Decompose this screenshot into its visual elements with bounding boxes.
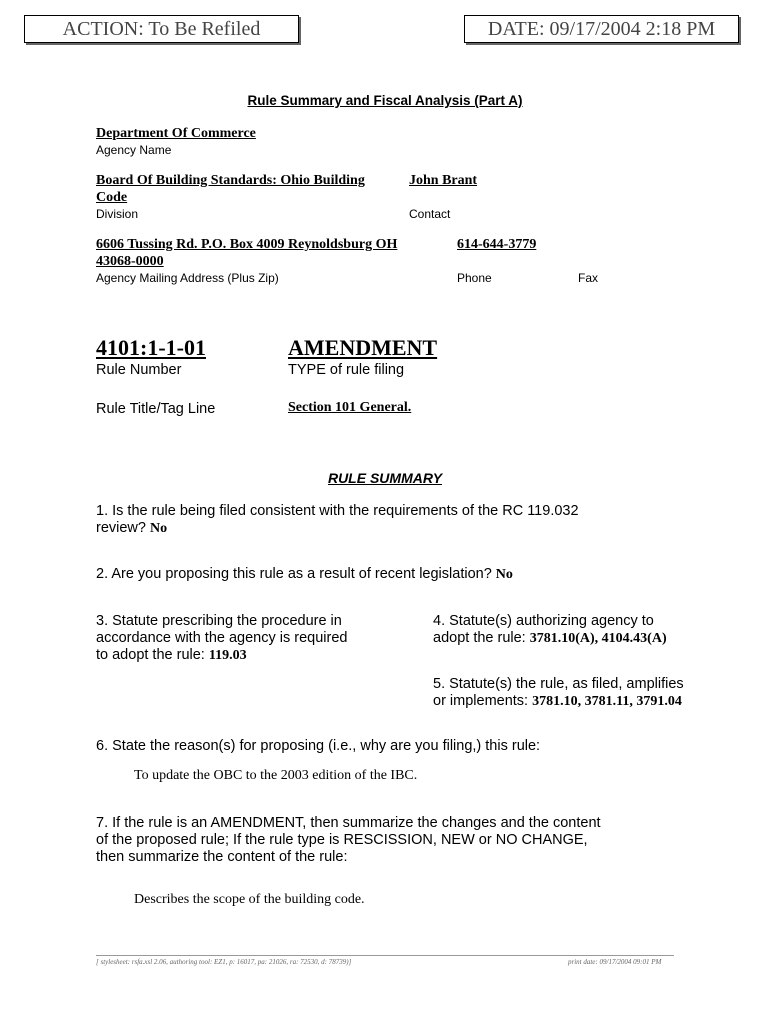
rule-title-label: Rule Title/Tag Line <box>96 401 216 417</box>
footer-divider <box>96 955 674 956</box>
question-2-text: 2. Are you proposing this rule as a result of recent legislation? <box>96 566 492 582</box>
rule-number-value: 4101:1-1-01 <box>96 335 206 360</box>
contact-label: Contact <box>409 207 451 221</box>
date-box <box>464 15 739 43</box>
question-7-answer: Describes the scope of the building code. <box>134 892 365 907</box>
question-2-answer: No <box>495 567 513 582</box>
question-2 <box>96 566 513 583</box>
question-1-line1: 1. Is the rule being filed consistent with the requirements of the RC 119.032 <box>96 503 579 519</box>
question-7 <box>96 815 601 866</box>
question-4-line1: 4. Statute(s) authorizing agency to <box>433 613 654 629</box>
filing-type-label: TYPE of rule filing <box>288 362 405 378</box>
rule-summary-heading: RULE SUMMARY <box>327 470 443 486</box>
address-label: Agency Mailing Address (Plus Zip) <box>96 271 279 285</box>
question-5-line1: 5. Statute(s) the rule, as filed, amplifies <box>433 676 684 692</box>
footer-left: [ stylesheet: rsfa.xsl 2.06, authoring tool: EZ1, p: 16017, pa: 21026, ra: 72530, d: 78739)] <box>96 958 352 966</box>
agency-name-value: Department Of Commerce <box>96 126 256 141</box>
question-3-line1: 3. Statute prescribing the procedure in <box>96 613 342 629</box>
rule-number-label: Rule Number <box>96 362 182 378</box>
action-box <box>24 15 299 43</box>
phone-label: Phone <box>457 271 492 285</box>
address-line2: 43068-0000 <box>96 254 164 269</box>
contact-value: John Brant <box>409 173 478 188</box>
question-3-line3 <box>96 647 347 664</box>
phone-value: 614-644-3779 <box>457 237 537 252</box>
division-label: Division <box>96 207 139 221</box>
address-line1: 6606 Tussing Rd. P.O. Box 4009 Reynoldsburg OH <box>96 237 398 252</box>
question-3-answer: 119.03 <box>208 648 247 663</box>
question-7-line1: 7. If the rule is an AMENDMENT, then summarize the changes and the content <box>96 815 601 831</box>
question-5-line2-text: or implements: <box>433 693 529 709</box>
question-5-answer: 3781.10, 3781.11, 3791.04 <box>532 694 682 709</box>
footer-right: print date: 09/17/2004 09:01 PM <box>568 958 662 966</box>
question-1-answer: No <box>150 521 168 536</box>
question-1 <box>96 503 579 537</box>
question-4-answer: 3781.10(A), 4104.43(A) <box>529 631 667 646</box>
question-6: 6. State the reason(s) for proposing (i.e., why are you filing,) this rule: <box>96 738 541 754</box>
division-value-line1: Board Of Building Standards: Ohio Building <box>96 173 365 188</box>
question-6-answer: To update the OBC to the 2003 edition of the IBC. <box>134 768 418 783</box>
question-3-line2: accordance with the agency is required <box>96 630 348 646</box>
question-5-line2 <box>433 693 684 710</box>
page-title: Rule Summary and Fiscal Analysis (Part A) <box>247 93 523 108</box>
question-1-line2 <box>96 520 579 537</box>
question-4-line2 <box>433 630 667 647</box>
date-text: DATE: 09/17/2004 2:18 PM <box>487 18 716 40</box>
question-4-line2-text: adopt the rule: <box>433 630 526 646</box>
filing-type-value: AMENDMENT <box>288 335 438 360</box>
action-text: ACTION: To Be Refiled <box>62 18 261 40</box>
rule-title-value: Section 101 General. <box>288 400 412 415</box>
question-3-line3-text: to adopt the rule: <box>96 647 205 663</box>
question-7-line3: then summarize the content of the rule: <box>96 849 348 865</box>
question-5 <box>433 676 684 710</box>
question-4 <box>433 613 667 647</box>
question-1-line2-text: review? <box>96 520 146 536</box>
division-value-line2: Code <box>96 190 128 205</box>
question-3 <box>96 613 347 664</box>
question-7-line2: of the proposed rule; If the rule type is RESCISSION, NEW or NO CHANGE, <box>96 832 588 848</box>
agency-name-label: Agency Name <box>96 143 172 157</box>
fax-label: Fax <box>578 271 599 285</box>
